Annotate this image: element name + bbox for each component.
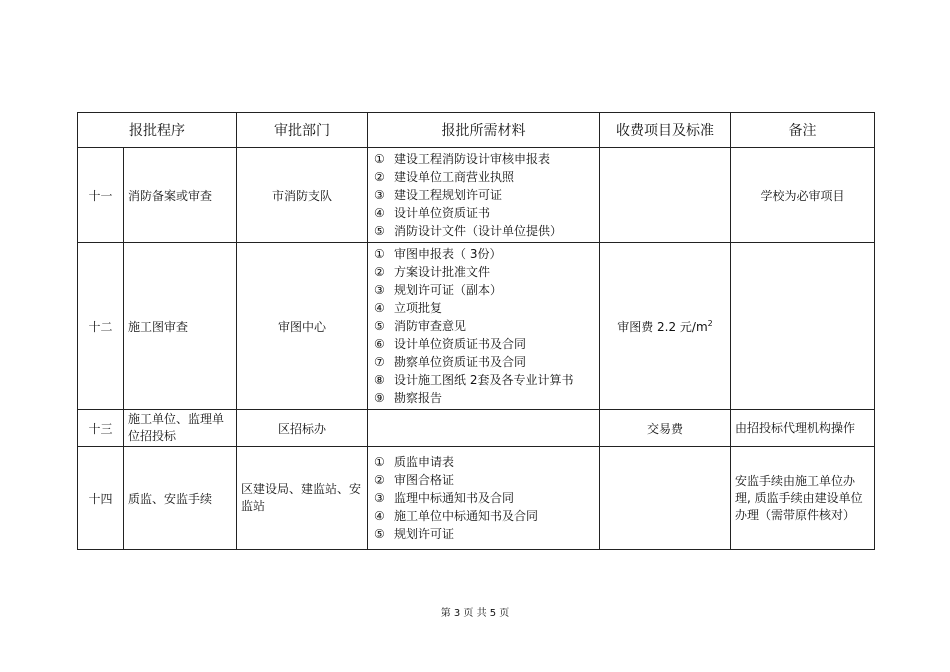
note-cell: 安监手续由施工单位办理, 质监手续由建设单位办理（需带原件核对） (731, 447, 875, 550)
materials-list (372, 245, 595, 407)
row-number: 十一 (78, 148, 124, 243)
material-item: ⑧ 设计施工图纸 2套及各专业计算书 (374, 373, 574, 387)
materials-cell (368, 447, 600, 550)
material-item: ① 建设工程消防设计审核申报表 (374, 152, 551, 166)
materials-cell (368, 410, 600, 447)
header-materials: 报批所需材料 (368, 113, 600, 148)
material-item: ④ 立项批复 (374, 301, 443, 315)
note-cell: 由招投标代理机构操作 (731, 410, 875, 447)
note-cell: 学校为必审项目 (731, 148, 875, 243)
note-cell (731, 243, 875, 410)
material-item: ⑤ 规划许可证 (374, 527, 455, 541)
material-item: ⑥ 设计单位资质证书及合同 (374, 337, 527, 351)
table-row (78, 447, 875, 550)
material-item: ② 方案设计批准文件 (374, 265, 491, 279)
material-item: ④ 施工单位中标通知书及合同 (374, 509, 539, 523)
header-note: 备注 (731, 113, 875, 148)
department-cell: 市消防支队 (237, 148, 368, 243)
row-number: 十二 (78, 243, 124, 410)
procedure-cell: 施工图审查 (124, 243, 237, 410)
fee-cell (600, 243, 731, 410)
materials-cell (368, 148, 600, 243)
header-row (78, 113, 875, 148)
row-number: 十四 (78, 447, 124, 550)
fee-cell (600, 447, 731, 550)
table-row (78, 410, 875, 447)
material-item: ② 建设单位工商营业执照 (374, 170, 515, 184)
header-procedure: 报批程序 (78, 113, 237, 148)
material-item: ⑤ 消防审查意见 (374, 319, 467, 333)
table-row (78, 243, 875, 410)
material-item: ⑤ 消防设计文件（设计单位提供） (374, 224, 563, 238)
department-cell: 审图中心 (237, 243, 368, 410)
table-row (78, 148, 875, 243)
material-item: ② 审图合格证 (374, 473, 455, 487)
material-item: ④ 设计单位资质证书 (374, 206, 491, 220)
fee-cell: 交易费 (600, 410, 731, 447)
material-item: ⑨ 勘察报告 (374, 391, 443, 405)
approval-table (77, 112, 875, 550)
fee-text: 审图费 2.2 元/m (617, 319, 708, 334)
material-item: ⑦ 勘察单位资质证书及合同 (374, 355, 527, 369)
department-cell: 区建设局、建监站、安监站 (237, 447, 368, 550)
material-item: ① 审图申报表（ 3份） (374, 247, 502, 261)
fee-unit-exponent: 2 (707, 318, 713, 328)
header-department: 审批部门 (237, 113, 368, 148)
page-footer: 第 3 页 共 5 页 (440, 608, 510, 619)
procedure-cell: 质监、安监手续 (124, 447, 237, 550)
material-item: ③ 监理中标通知书及合同 (374, 491, 515, 505)
materials-list (372, 150, 595, 240)
procedure-cell: 施工单位、监理单位招投标 (124, 410, 237, 447)
material-item: ① 质监申请表 (374, 455, 455, 469)
fee-cell (600, 148, 731, 243)
header-fee: 收费项目及标准 (600, 113, 731, 148)
material-item: ③ 建设工程规划许可证 (374, 188, 503, 202)
procedure-cell: 消防备案或审查 (124, 148, 237, 243)
materials-list (372, 453, 595, 543)
materials-cell (368, 243, 600, 410)
row-number: 十三 (78, 410, 124, 447)
department-cell: 区招标办 (237, 410, 368, 447)
material-item: ③ 规划许可证（副本） (374, 283, 503, 297)
